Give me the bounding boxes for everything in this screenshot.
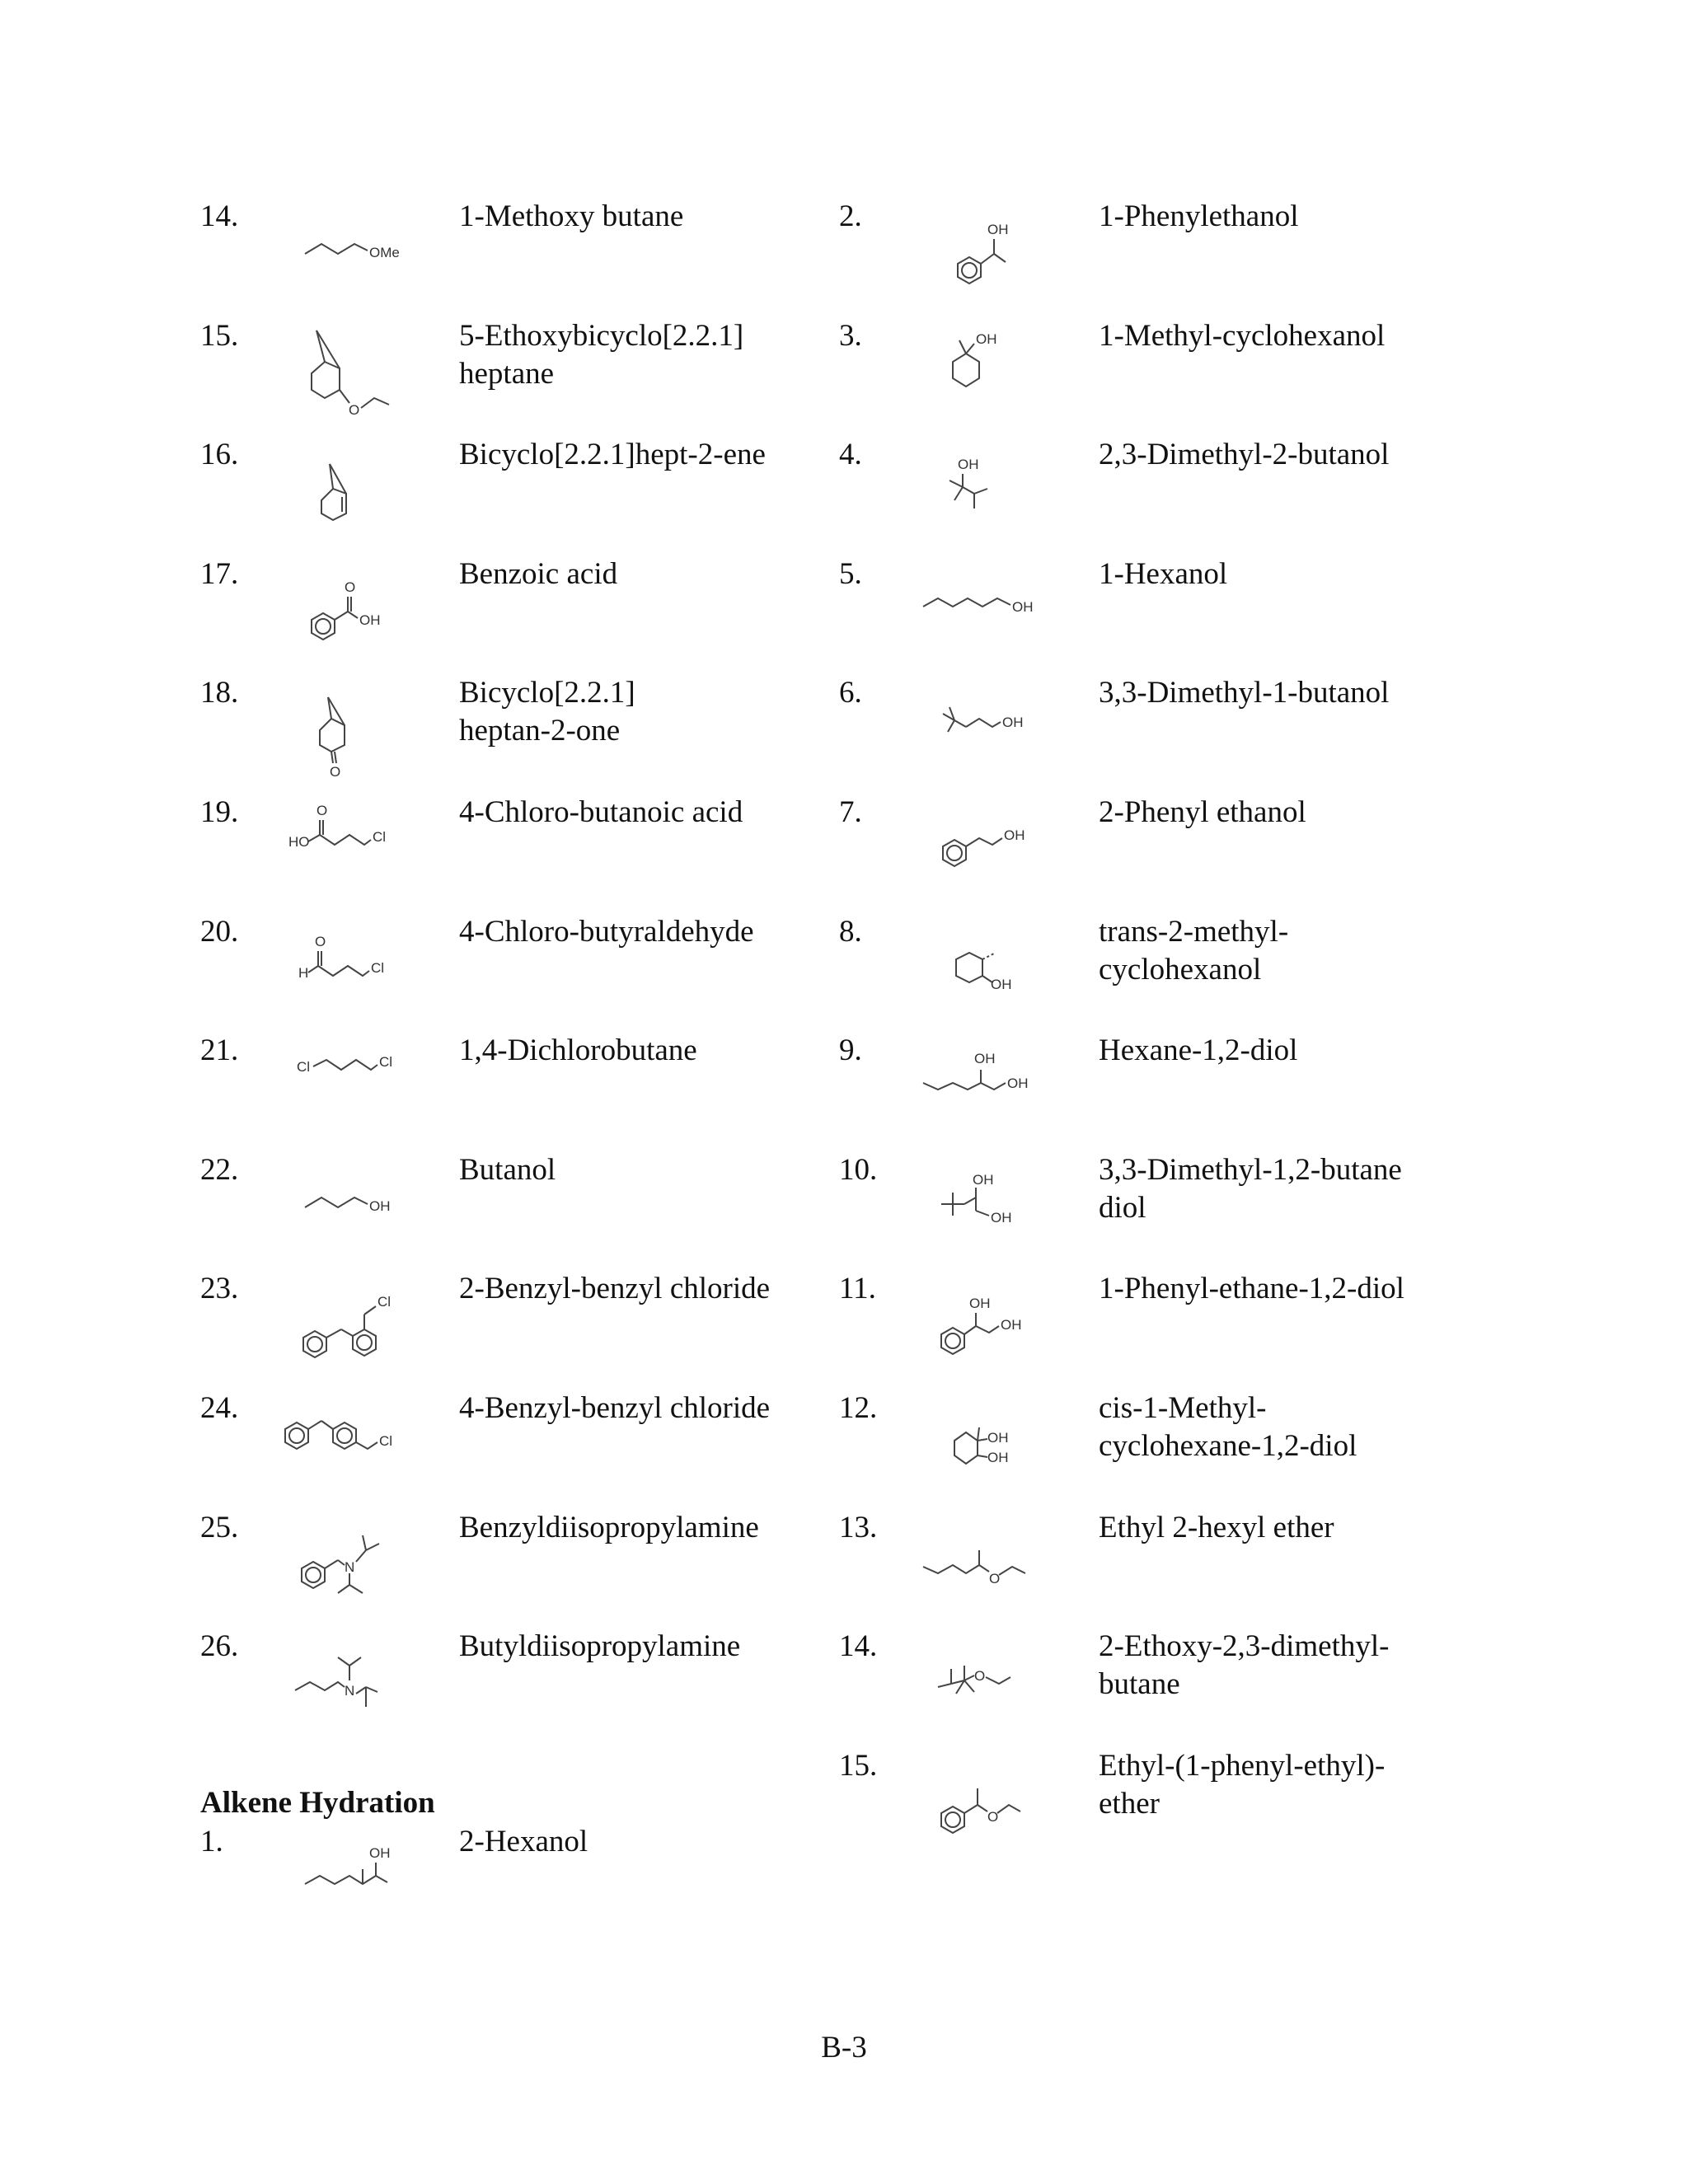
entry-left-25 bbox=[200, 1502, 827, 1622]
svg-text:OH: OH bbox=[1004, 827, 1025, 843]
structure-5-ethoxynorbornane bbox=[287, 322, 452, 421]
entry-right-8 bbox=[839, 907, 1498, 1026]
svg-text:OH: OH bbox=[987, 1449, 1009, 1465]
structure-benzoic-acid bbox=[287, 560, 452, 659]
structure-butyldiisopropylamine bbox=[287, 1633, 452, 1732]
svg-text:OH: OH bbox=[1012, 598, 1034, 615]
structure-1-methoxybutane bbox=[287, 203, 452, 302]
entry-number: 23. bbox=[200, 1272, 239, 1306]
svg-text:OH: OH bbox=[1001, 1317, 1022, 1333]
entry-left-22 bbox=[200, 1145, 827, 1264]
entry-right-15 bbox=[839, 1741, 1498, 1860]
right-column bbox=[839, 191, 1498, 1859]
entry-left-18 bbox=[200, 668, 827, 787]
entry-number: 4. bbox=[839, 438, 862, 472]
entry-name: 2,3-Dimethyl-2-butanol bbox=[1099, 438, 1390, 472]
entry-right-13 bbox=[839, 1502, 1498, 1622]
entry-right-9 bbox=[839, 1025, 1498, 1145]
entry-number: 1. bbox=[200, 1825, 223, 1858]
structure-3-3-dimethylbutane-1-2-diol bbox=[930, 1156, 1095, 1255]
entry-name: 4-Chloro-butyraldehyde bbox=[459, 914, 754, 949]
entry-name: cis-1-Methyl- cyclohexane-1,2-diol bbox=[1099, 1390, 1357, 1463]
structure-4-chlorobutanal bbox=[287, 918, 452, 1017]
entry-number: 12. bbox=[839, 1390, 878, 1425]
entry-name: Butanol bbox=[459, 1152, 556, 1187]
structure-1-ethoxy-1-phenylethane bbox=[930, 1752, 1095, 1851]
entry-number: 24. bbox=[200, 1390, 239, 1425]
svg-text:OH: OH bbox=[1002, 715, 1024, 731]
entry-name: 4-Chloro-butanoic acid bbox=[459, 794, 743, 829]
entry-name: 2-Hexanol bbox=[459, 1825, 588, 1858]
entry-right-4 bbox=[839, 429, 1498, 549]
entry-number: 13. bbox=[839, 1510, 878, 1544]
entry-number: 17. bbox=[200, 556, 239, 591]
entry-number: 7. bbox=[839, 794, 862, 829]
svg-text:Cl: Cl bbox=[371, 959, 385, 976]
entry-number: 9. bbox=[839, 1033, 862, 1068]
svg-text:O: O bbox=[345, 579, 356, 595]
entry-number: 3. bbox=[839, 318, 862, 353]
svg-text:Cl: Cl bbox=[297, 1059, 311, 1076]
svg-text:OH: OH bbox=[973, 1171, 994, 1188]
structure-2-ethoxy-2-3-dimethylbutane bbox=[930, 1633, 1095, 1732]
structure-benzyldiisopropylamine bbox=[287, 1514, 452, 1613]
entry-number: 15. bbox=[200, 318, 239, 353]
entry-name: Bicyclo[2.2.1] heptan-2-one bbox=[459, 676, 635, 748]
entry-number: 2. bbox=[839, 199, 862, 233]
entry-left-23 bbox=[200, 1263, 827, 1383]
entry-left-17 bbox=[200, 549, 827, 668]
structure-2-benzylbenzyl-chloride bbox=[287, 1275, 452, 1374]
svg-text:OH: OH bbox=[987, 222, 1009, 237]
entry-name: 1-Phenyl-ethane-1,2-diol bbox=[1099, 1272, 1404, 1306]
entry-number: 21. bbox=[200, 1033, 239, 1068]
svg-text:O: O bbox=[974, 1668, 986, 1685]
structure-2-3-dimethyl-2-butanol bbox=[930, 441, 1095, 540]
svg-text:OH: OH bbox=[369, 1197, 391, 1214]
entry-right-12 bbox=[839, 1383, 1498, 1502]
structure-1-4-dichlorobutane bbox=[287, 1037, 452, 1136]
svg-text:OH: OH bbox=[969, 1296, 991, 1312]
structure-hexane-1-2-diol bbox=[930, 1037, 1095, 1136]
entry-name: 2-Benzyl-benzyl chloride bbox=[459, 1272, 771, 1306]
svg-text:OH: OH bbox=[369, 1845, 391, 1861]
svg-text:OH: OH bbox=[1007, 1076, 1029, 1092]
svg-text:Cl: Cl bbox=[373, 828, 387, 845]
entry-name: 2-Phenyl ethanol bbox=[1099, 794, 1306, 829]
entry-left-21 bbox=[200, 1025, 827, 1145]
svg-text:OH: OH bbox=[359, 612, 381, 628]
left-column bbox=[200, 191, 827, 1741]
structure-4-benzylbenzyl-chloride bbox=[287, 1394, 452, 1493]
svg-text:Cl: Cl bbox=[379, 1432, 393, 1449]
structure-2-phenylethanol bbox=[930, 799, 1095, 898]
entry-number: 14. bbox=[200, 199, 239, 233]
svg-text:N: N bbox=[345, 1683, 355, 1699]
entry-left-26 bbox=[200, 1621, 827, 1741]
entry-left-16 bbox=[200, 429, 827, 549]
svg-text:O: O bbox=[987, 1808, 999, 1825]
entry-number: 5. bbox=[839, 556, 862, 591]
entry-number: 10. bbox=[839, 1152, 878, 1187]
structure-1-methylcyclohexanol bbox=[930, 322, 1095, 421]
entry-number: 26. bbox=[200, 1629, 239, 1664]
structure-cis-1-methylcyclohexane-1-2-diol bbox=[930, 1394, 1095, 1493]
svg-text:OMe: OMe bbox=[369, 245, 400, 260]
svg-text:OH: OH bbox=[987, 1429, 1009, 1446]
svg-text:O: O bbox=[349, 401, 360, 418]
svg-text:O: O bbox=[989, 1570, 1001, 1586]
section-heading: Alkene Hydration bbox=[200, 1786, 435, 1820]
entry-right-11 bbox=[839, 1263, 1498, 1383]
entry-number: 19. bbox=[200, 794, 239, 829]
entry-number: 6. bbox=[839, 676, 862, 710]
structure-3-3-dimethyl-1-butanol bbox=[930, 679, 1095, 778]
svg-text:OH: OH bbox=[976, 330, 997, 347]
entry-name: trans-2-methyl- cyclohexanol bbox=[1099, 914, 1289, 987]
entry-alkene-hydration-1 bbox=[200, 1823, 827, 1943]
svg-text:OH: OH bbox=[991, 1209, 1012, 1226]
svg-text:N: N bbox=[345, 1558, 355, 1575]
entry-number: 11. bbox=[839, 1272, 876, 1306]
svg-text:O: O bbox=[315, 933, 326, 949]
svg-text:O: O bbox=[330, 764, 341, 780]
entry-name: Ethyl-(1-phenyl-ethyl)- ether bbox=[1099, 1748, 1386, 1821]
entry-name: 1-Hexanol bbox=[1099, 556, 1228, 591]
entry-name: 3,3-Dimethyl-1-butanol bbox=[1099, 676, 1390, 710]
entry-name: Benzoic acid bbox=[459, 556, 618, 591]
entry-name: Butyldiisopropylamine bbox=[459, 1629, 741, 1664]
structure-1-hexanol bbox=[930, 560, 1095, 659]
entry-left-20 bbox=[200, 907, 827, 1026]
entry-number: 15. bbox=[839, 1748, 878, 1783]
entry-name: Benzyldiisopropylamine bbox=[459, 1510, 759, 1544]
entry-name: 5-Ethoxybicyclo[2.2.1] heptane bbox=[459, 318, 744, 391]
entry-left-24 bbox=[200, 1383, 827, 1502]
entry-right-3 bbox=[839, 311, 1498, 430]
entry-name: 1-Methoxy butane bbox=[459, 199, 684, 233]
entry-number: 14. bbox=[839, 1629, 878, 1664]
entry-name: 1-Methyl-cyclohexanol bbox=[1099, 318, 1386, 353]
entry-number: 22. bbox=[200, 1152, 239, 1187]
svg-text:Cl: Cl bbox=[377, 1294, 392, 1310]
svg-text:H: H bbox=[298, 964, 309, 981]
structure-norcamphor bbox=[287, 679, 452, 778]
entry-left-15 bbox=[200, 311, 827, 430]
svg-text:Cl: Cl bbox=[379, 1054, 393, 1071]
entry-name: Hexane-1,2-diol bbox=[1099, 1033, 1298, 1068]
entry-right-14 bbox=[839, 1621, 1498, 1741]
entry-right-6 bbox=[839, 668, 1498, 787]
entry-name: 2-Ethoxy-2,3-dimethyl- butane bbox=[1099, 1629, 1390, 1702]
entry-number: 25. bbox=[200, 1510, 239, 1544]
svg-text:O: O bbox=[316, 802, 328, 818]
entry-name: Bicyclo[2.2.1]hept-2-ene bbox=[459, 438, 766, 472]
structure-2-hexanol bbox=[287, 1826, 452, 1925]
entry-number: 20. bbox=[200, 914, 239, 949]
entry-number: 8. bbox=[839, 914, 862, 949]
entry-name: 3,3-Dimethyl-1,2-butane diol bbox=[1099, 1152, 1402, 1225]
svg-text:HO: HO bbox=[288, 833, 310, 850]
structure-1-phenylethanol bbox=[930, 203, 1095, 302]
entry-number: 18. bbox=[200, 676, 239, 710]
structure-butanol bbox=[287, 1156, 452, 1255]
entry-left-14 bbox=[200, 191, 827, 311]
structure-4-chlorobutanoic-acid bbox=[287, 799, 452, 898]
structure-trans-2-methylcyclohexanol bbox=[930, 918, 1095, 1017]
svg-text:OH: OH bbox=[991, 976, 1012, 992]
svg-text:OH: OH bbox=[958, 457, 979, 473]
entry-name: Ethyl 2-hexyl ether bbox=[1099, 1510, 1334, 1544]
page-number: B-3 bbox=[821, 2031, 867, 2064]
entry-right-5 bbox=[839, 549, 1498, 668]
entry-right-10 bbox=[839, 1145, 1498, 1264]
entry-number: 16. bbox=[200, 438, 239, 472]
structure-1-phenylethane-1-2-diol bbox=[930, 1275, 1095, 1374]
svg-text:OH: OH bbox=[974, 1051, 996, 1067]
structure-2-ethoxyhexane bbox=[930, 1514, 1095, 1613]
entry-name: 1-Phenylethanol bbox=[1099, 199, 1299, 233]
entry-left-19 bbox=[200, 787, 827, 907]
entry-right-2 bbox=[839, 191, 1498, 311]
structure-norbornene bbox=[287, 441, 452, 540]
entry-right-7 bbox=[839, 787, 1498, 907]
entry-name: 4-Benzyl-benzyl chloride bbox=[459, 1390, 771, 1425]
entry-name: 1,4-Dichlorobutane bbox=[459, 1033, 697, 1068]
